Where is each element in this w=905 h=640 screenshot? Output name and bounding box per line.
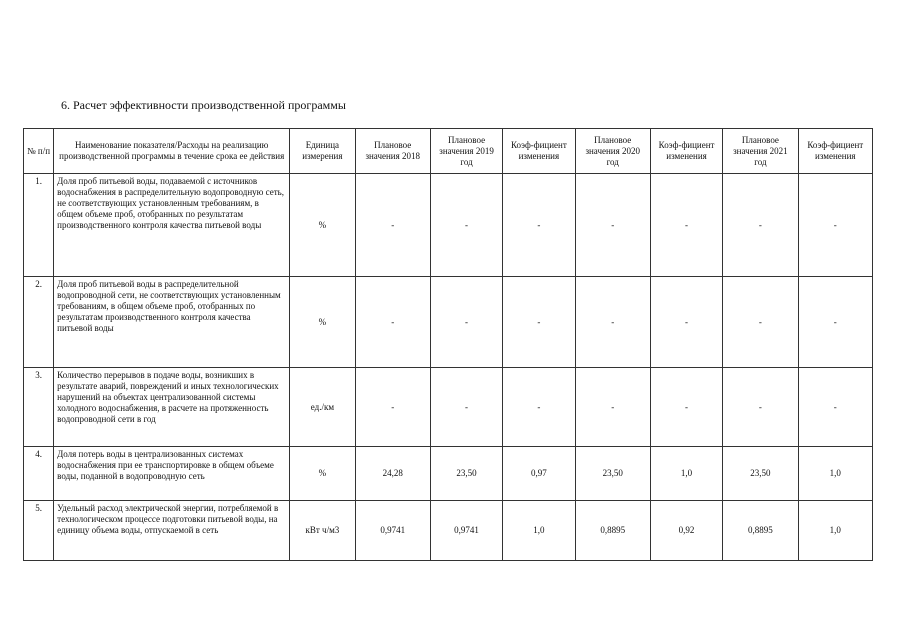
row-coef-2019: - bbox=[503, 174, 575, 277]
row-plan-2018: 0,9741 bbox=[355, 501, 430, 561]
col-header-coef-2019: Коэф-фициент изменения bbox=[503, 129, 575, 174]
row-coef-2020: 1,0 bbox=[650, 447, 722, 501]
row-coef-2021: - bbox=[798, 277, 872, 368]
col-header-num: № п/п bbox=[24, 129, 54, 174]
col-header-plan-2021: Плановое значения 2021 год bbox=[723, 129, 798, 174]
row-plan-2020: - bbox=[575, 368, 650, 447]
row-unit: % bbox=[290, 447, 355, 501]
col-header-plan-2018: Плановое значения 2018 bbox=[355, 129, 430, 174]
row-unit: % bbox=[290, 277, 355, 368]
row-unit: ед./км bbox=[290, 368, 355, 447]
row-plan-2019: - bbox=[430, 368, 502, 447]
row-coef-2019: 0,97 bbox=[503, 447, 575, 501]
row-plan-2019: - bbox=[430, 174, 502, 277]
row-number: 5. bbox=[24, 501, 54, 561]
col-header-name: Наименование показателя/Расходы на реализацию производственной программы в течение срока ее действия bbox=[54, 129, 290, 174]
row-unit: % bbox=[290, 174, 355, 277]
row-plan-2018: - bbox=[355, 277, 430, 368]
row-number: 2. bbox=[24, 277, 54, 368]
row-plan-2018: - bbox=[355, 368, 430, 447]
row-coef-2020: - bbox=[650, 368, 722, 447]
row-coef-2019: 1,0 bbox=[503, 501, 575, 561]
row-plan-2019: 0,9741 bbox=[430, 501, 502, 561]
row-plan-2020: 23,50 bbox=[575, 447, 650, 501]
row-number: 3. bbox=[24, 368, 54, 447]
row-coef-2021: 1,0 bbox=[798, 447, 872, 501]
table-header-row bbox=[24, 129, 873, 174]
row-plan-2020: - bbox=[575, 277, 650, 368]
row-plan-2021: 23,50 bbox=[723, 447, 798, 501]
col-header-unit: Единица измерения bbox=[290, 129, 355, 174]
row-plan-2019: - bbox=[430, 277, 502, 368]
row-plan-2019: 23,50 bbox=[430, 447, 502, 501]
row-number: 4. bbox=[24, 447, 54, 501]
row-plan-2018: 24,28 bbox=[355, 447, 430, 501]
row-plan-2020: - bbox=[575, 174, 650, 277]
row-plan-2021: - bbox=[723, 277, 798, 368]
row-plan-2021: 0,8895 bbox=[723, 501, 798, 561]
efficiency-table bbox=[23, 128, 873, 561]
table-row bbox=[24, 277, 873, 368]
row-plan-2018: - bbox=[355, 174, 430, 277]
row-coef-2021: - bbox=[798, 174, 872, 277]
row-number: 1. bbox=[24, 174, 54, 277]
row-unit: кВт ч/м3 bbox=[290, 501, 355, 561]
row-plan-2021: - bbox=[723, 368, 798, 447]
row-coef-2021: 1,0 bbox=[798, 501, 872, 561]
row-plan-2020: 0,8895 bbox=[575, 501, 650, 561]
row-plan-2021: - bbox=[723, 174, 798, 277]
row-coef-2019: - bbox=[503, 368, 575, 447]
row-coef-2020: - bbox=[650, 277, 722, 368]
row-coef-2019: - bbox=[503, 277, 575, 368]
row-name: Доля проб питьевой воды, подаваемой с источников водоснабжения в распределительную водопроводную сеть, не соответствующих установленным требованиям, в общем объеме проб, отобранных по результатам производственного контроля качества питьевой воды bbox=[54, 174, 290, 277]
row-name: Количество перерывов в подаче воды, возникших в результате аварий, повреждений и иных технологических нарушений на объектах централизованной системы холодного водоснабжения, в расчете на протяженность водопроводной сети в год bbox=[54, 368, 290, 447]
row-coef-2021: - bbox=[798, 368, 872, 447]
table-row bbox=[24, 447, 873, 501]
table-row bbox=[24, 368, 873, 447]
table-row bbox=[24, 174, 873, 277]
col-header-coef-2021: Коэф-фициент изменения bbox=[798, 129, 872, 174]
row-name: Удельный расход электрической энергии, потребляемой в технологическом процессе подготовки питьевой воды, на единицу объема воды, отпускаемой в сеть bbox=[54, 501, 290, 561]
col-header-coef-2020: Коэф-фициент изменения bbox=[650, 129, 722, 174]
section-title: 6. Расчет эффективности производственной программы bbox=[61, 98, 346, 112]
row-name: Доля потерь воды в централизованных системах водоснабжения при ее транспортировке в общем объеме воды, поданной в водопроводную сеть bbox=[54, 447, 290, 501]
row-name: Доля проб питьевой воды в распределительной водопроводной сети, не соответствующих установленным требованиям, в общем объеме проб, отобранных по результатам производственного контроля качества питьевой воды bbox=[54, 277, 290, 368]
col-header-plan-2020: Плановое значения 2020 год bbox=[575, 129, 650, 174]
table-row bbox=[24, 501, 873, 561]
row-coef-2020: 0,92 bbox=[650, 501, 722, 561]
col-header-plan-2019: Плановое значения 2019 год bbox=[430, 129, 502, 174]
row-coef-2020: - bbox=[650, 174, 722, 277]
